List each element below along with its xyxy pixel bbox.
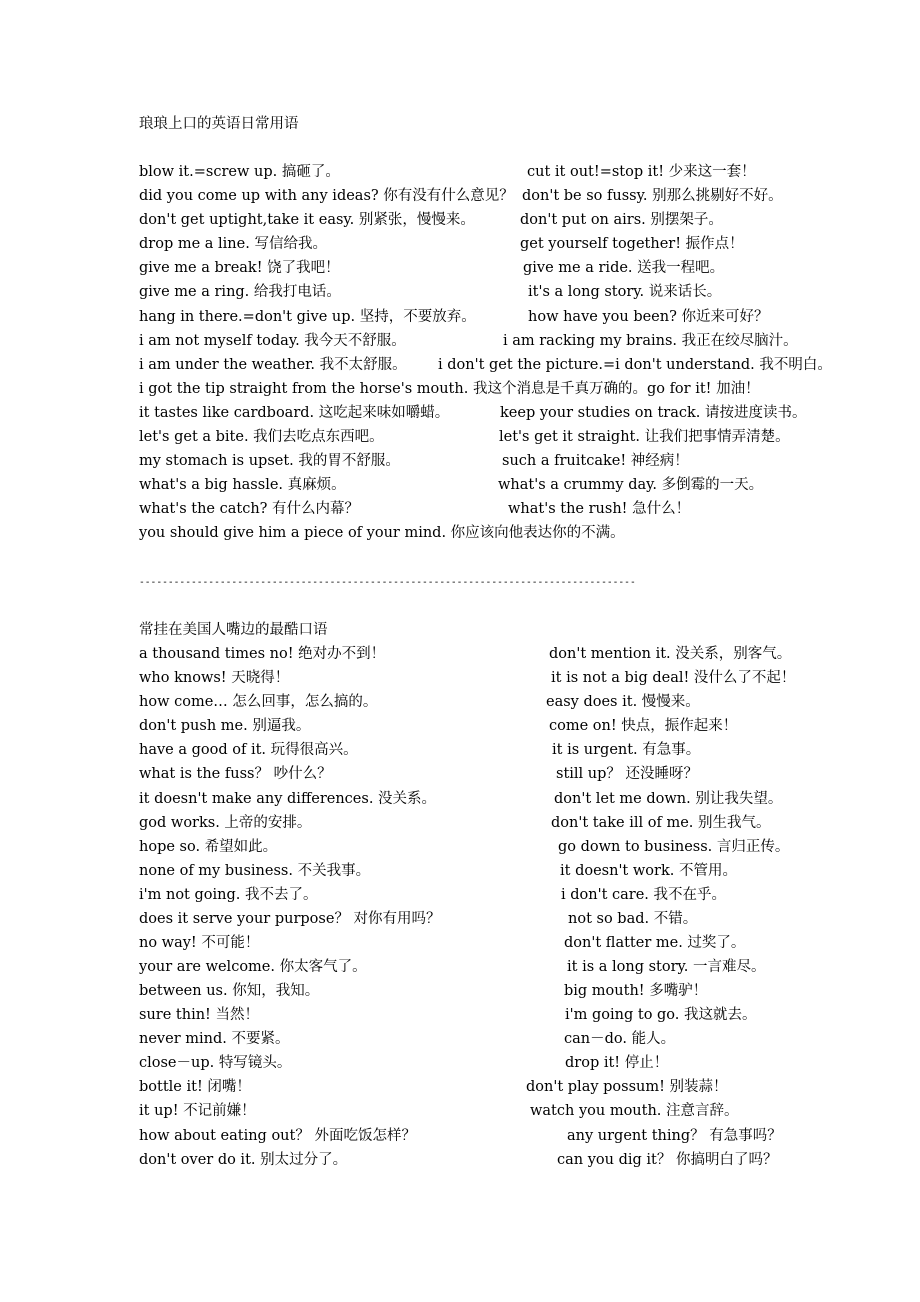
phrase-line-right: don't put on airs. 别摆架子。 bbox=[520, 212, 723, 228]
phrase-line-left: never mind. 不要紧。 bbox=[139, 1031, 290, 1047]
phrase-line-left: what's a big hassle. 真麻烦。 bbox=[139, 477, 346, 493]
phrase-line-right: don't mention it. 没关系，别客气。 bbox=[549, 646, 792, 662]
phrase-line-left: it up! 不记前嫌！ bbox=[139, 1103, 256, 1119]
phrase-line-right: such a fruitcake! 神经病！ bbox=[502, 453, 689, 469]
phrase-line-right: i'm going to go. 我这就去。 bbox=[565, 1007, 757, 1023]
phrase-line-right: come on! 快点，振作起来！ bbox=[549, 718, 738, 734]
phrase-line-right: i don't get the picture.=i don't understand. 我不明白。 bbox=[438, 357, 832, 373]
phrase-line-right: it doesn't work. 不管用。 bbox=[560, 863, 737, 879]
phrase-line-left: close－up. 特写镜头。 bbox=[139, 1055, 292, 1071]
phrase-line-left: does it serve your purpose？ 对你有用吗？ bbox=[139, 911, 441, 927]
phrase-line-left: no way! 不可能！ bbox=[139, 935, 260, 951]
phrase-line-left: don't get uptight,take it easy. 别紧张，慢慢来。 bbox=[139, 212, 475, 228]
phrase-line-left: a thousand times no! 绝对办不到！ bbox=[139, 646, 386, 662]
phrase-line-right: what's a crummy day. 多倒霉的一天。 bbox=[498, 477, 764, 493]
phrase-line-right: it is not a big deal! 没什么了不起！ bbox=[551, 670, 796, 686]
phrase-line-full: you should give him a piece of your mind. 你应该向他表达你的不满。 bbox=[139, 525, 625, 541]
phrase-line-right: any urgent thing？ 有急事吗？ bbox=[567, 1128, 782, 1144]
phrase-line-right: don't take ill of me. 别生我气。 bbox=[551, 815, 771, 831]
phrase-line-left: give me a ring. 给我打电话。 bbox=[139, 284, 341, 300]
phrase-line-right: keep your studies on track. 请按进度读书。 bbox=[500, 405, 807, 421]
phrase-line-left: how about eating out？ 外面吃饭怎样？ bbox=[139, 1128, 416, 1144]
phrase-line-left: hope so. 希望如此。 bbox=[139, 839, 278, 855]
phrase-line-right: still up？ 还没睡呀？ bbox=[556, 766, 699, 782]
phrase-line-right: i don't care. 我不在乎。 bbox=[561, 887, 727, 903]
phrase-line-right: how have you been? 你近来可好？ bbox=[528, 309, 769, 325]
phrase-line-left: drop me a line. 写信给我。 bbox=[139, 236, 327, 252]
phrase-line-left: don't over do it. 别太过分了。 bbox=[139, 1152, 348, 1168]
phrase-line-left: it tastes like cardboard. 这吃起来味如嚼蜡。 bbox=[139, 405, 450, 421]
phrase-line-left: i am under the weather. 我不太舒服。 bbox=[139, 357, 407, 373]
phrase-line-left: i'm not going. 我不去了。 bbox=[139, 887, 318, 903]
section-separator: -------------------------------------------------------------------------------------- bbox=[139, 577, 636, 588]
phrase-line-left: i am not myself today. 我今天不舒服。 bbox=[139, 333, 406, 349]
phrase-line-left: blow it.=screw up. 搞砸了。 bbox=[139, 164, 340, 180]
phrase-line-right: give me a ride. 送我一程吧。 bbox=[523, 260, 725, 276]
phrase-line-right: get yourself together! 振作点！ bbox=[520, 236, 744, 252]
section-title: 常挂在美国人嘴边的最酷口语 bbox=[139, 622, 328, 638]
phrase-line-left: my stomach is upset. 我的胃不舒服。 bbox=[139, 453, 400, 469]
phrase-line-right: it is a long story. 一言难尽。 bbox=[567, 959, 766, 975]
phrase-line-left: have a good of it. 玩得很高兴。 bbox=[139, 742, 358, 758]
phrase-line-left: what's the catch? 有什么内幕？ bbox=[139, 501, 360, 517]
phrase-line-right: let's get it straight. 让我们把事情弄清楚。 bbox=[499, 429, 790, 445]
phrase-line-right: it's a long story. 说来话长。 bbox=[528, 284, 722, 300]
phrase-line-right: drop it! 停止！ bbox=[565, 1055, 669, 1071]
phrase-line-right: can you dig it？ 你搞明白了吗？ bbox=[557, 1152, 778, 1168]
phrase-line-left: sure thin! 当然！ bbox=[139, 1007, 259, 1023]
phrase-line-right: it is urgent. 有急事。 bbox=[552, 742, 701, 758]
phrase-line-left: don't push me. 别逼我。 bbox=[139, 718, 311, 734]
section-title: 琅琅上口的英语日常用语 bbox=[139, 116, 299, 132]
phrase-line-right: cut it out!=stop it! 少来这一套！ bbox=[527, 164, 756, 180]
phrase-line-right: go down to business. 言归正传。 bbox=[558, 839, 790, 855]
phrase-line-left: give me a break! 饶了我吧！ bbox=[139, 260, 340, 276]
phrase-line-left: did you come up with any ideas? 你有没有什么意见？ bbox=[139, 188, 514, 204]
phrase-line-right: don't let me down. 别让我失望。 bbox=[554, 791, 783, 807]
phrase-line-left: let's get a bite. 我们去吃点东西吧。 bbox=[139, 429, 384, 445]
phrase-line-right: big mouth! 多嘴驴！ bbox=[564, 983, 708, 999]
phrase-line-right: i am racking my brains. 我正在绞尽脑汁。 bbox=[503, 333, 798, 349]
phrase-line-right: can－do. 能人。 bbox=[564, 1031, 676, 1047]
phrase-line-left: hang in there.=don't give up. 坚持，不要放弃。 bbox=[139, 309, 476, 325]
phrase-line-left: between us. 你知，我知。 bbox=[139, 983, 320, 999]
phrase-line-right: don't flatter me. 过奖了。 bbox=[564, 935, 746, 951]
phrase-line-right: easy does it. 慢慢来。 bbox=[546, 694, 700, 710]
phrase-line-left: it doesn't make any differences. 没关系。 bbox=[139, 791, 437, 807]
phrase-line-left: what is the fuss？ 吵什么？ bbox=[139, 766, 332, 782]
phrase-line-left: bottle it! 闭嘴！ bbox=[139, 1079, 251, 1095]
phrase-line-full: i got the tip straight from the horse's mouth. 我这个消息是千真万确的。go for it! 加油！ bbox=[139, 381, 760, 397]
phrase-line-right: watch you mouth. 注意言辞。 bbox=[530, 1103, 739, 1119]
phrase-line-left: none of my business. 不关我事。 bbox=[139, 863, 371, 879]
phrase-line-left: your are welcome. 你太客气了。 bbox=[139, 959, 367, 975]
phrase-line-right: don't be so fussy. 别那么挑剔好不好。 bbox=[522, 188, 783, 204]
phrase-line-left: how come… 怎么回事，怎么搞的。 bbox=[139, 694, 378, 710]
phrase-line-left: god works. 上帝的安排。 bbox=[139, 815, 312, 831]
phrase-line-right: not so bad. 不错。 bbox=[568, 911, 698, 927]
phrase-line-right: what's the rush! 急什么！ bbox=[508, 501, 691, 517]
phrase-line-right: don't play possum! 别装蒜！ bbox=[526, 1079, 728, 1095]
phrase-line-left: who knows! 天晓得！ bbox=[139, 670, 290, 686]
